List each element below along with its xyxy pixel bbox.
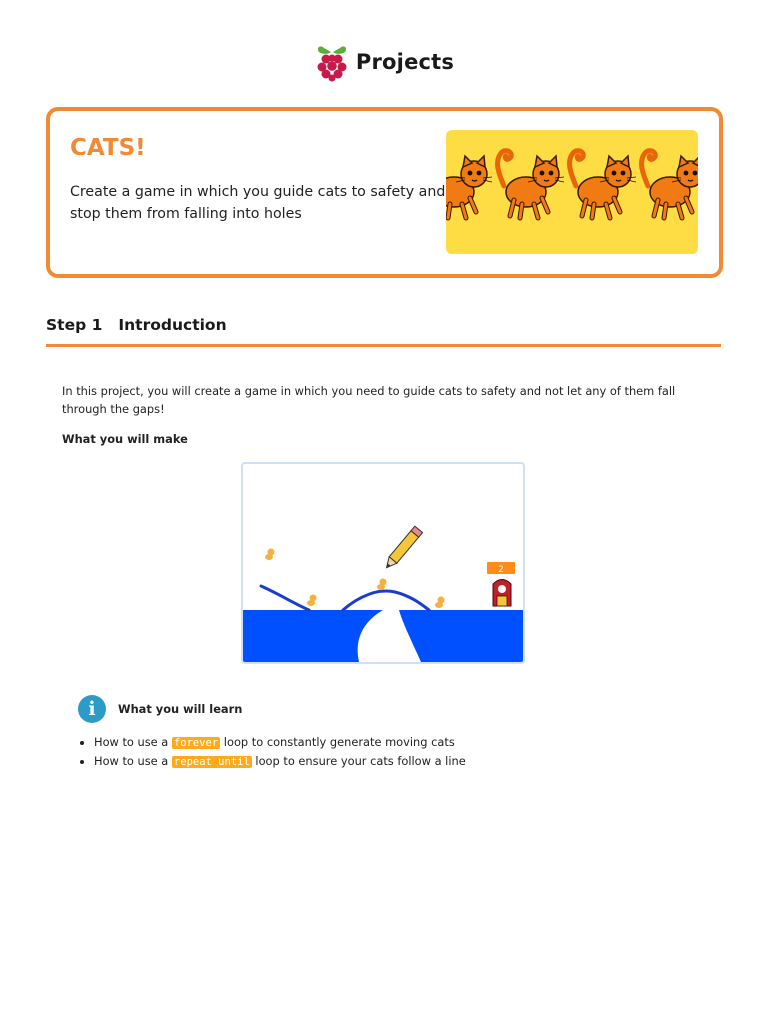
- cat-banner-icon: [446, 130, 698, 254]
- project-banner: [446, 130, 698, 254]
- learn-list: [76, 733, 466, 771]
- cat-sprite: [307, 595, 317, 607]
- house-icon: [493, 580, 511, 607]
- learn-heading-row: [78, 695, 242, 723]
- cat-sprite: [435, 597, 445, 609]
- pencil-icon: [383, 526, 423, 571]
- step-header: [46, 316, 721, 347]
- code-block-repeat-until: repeat until: [173, 756, 250, 768]
- project-card: [46, 107, 723, 278]
- list-item-text: loop to constantly generate moving cats: [220, 735, 455, 749]
- page-header: [0, 42, 768, 82]
- list-item-text: How to use a: [94, 754, 172, 768]
- list-item-text: How to use a: [94, 735, 172, 749]
- score-display: 2: [498, 565, 504, 575]
- site-title[interactable]: Projects: [355, 50, 455, 74]
- what-you-will-make-heading: What you will make: [62, 432, 188, 446]
- cat-sprite: [265, 549, 275, 561]
- project-description: Create a game in which you guide cats to safety and stop them from falling into holes: [70, 184, 446, 222]
- code-block-forever: forever: [173, 737, 219, 749]
- intro-paragraph: In this project, you will create a game in which you need to guide cats to safety and not let any of them fall through the gaps!: [62, 384, 676, 416]
- list-item: [94, 733, 466, 752]
- learn-heading: What you will learn: [118, 702, 243, 716]
- cat-sprite: [377, 579, 387, 591]
- raspberry-pi-logo-icon: [314, 42, 350, 82]
- step-title: Introduction: [118, 316, 227, 334]
- list-item: [94, 752, 466, 771]
- list-item-text: loop to ensure your cats follow a line: [251, 754, 466, 768]
- step-divider: [46, 344, 721, 347]
- project-title: CATS!: [70, 135, 146, 161]
- info-icon: i: [78, 695, 106, 723]
- game-preview: [241, 462, 525, 664]
- step-number: Step 1: [46, 316, 103, 334]
